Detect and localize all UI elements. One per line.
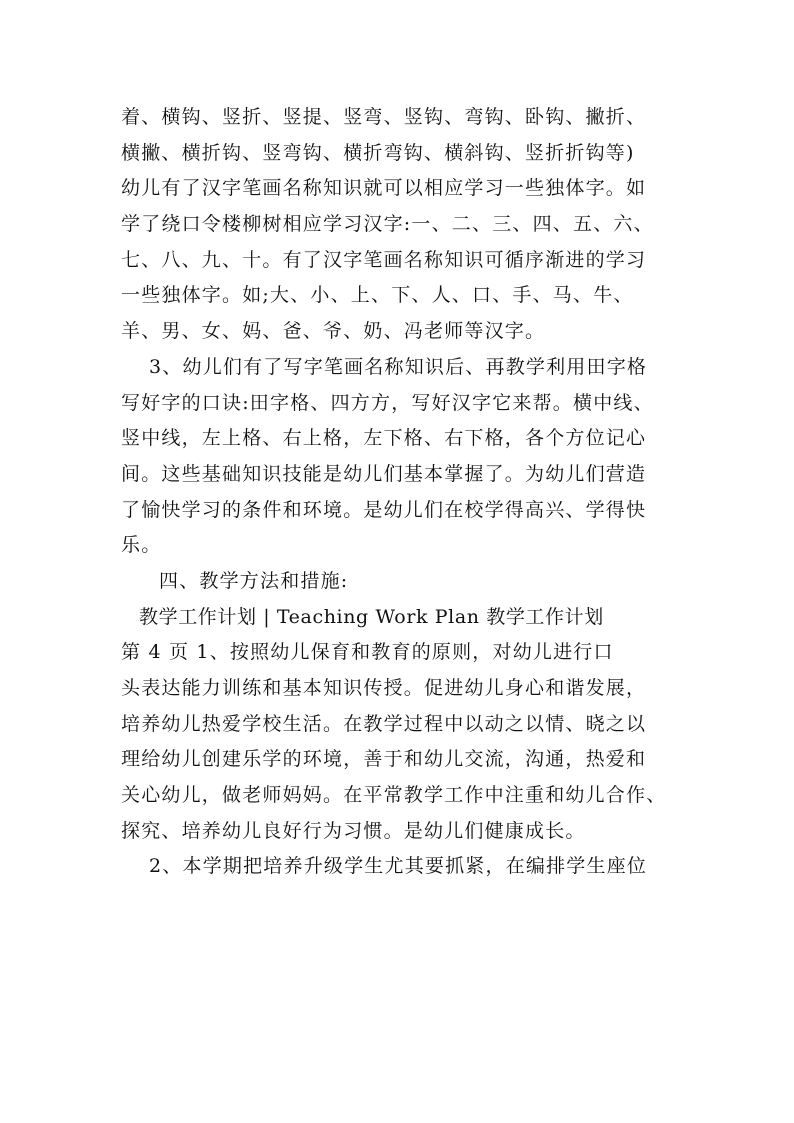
text-line: 七、八、九、十。有了汉字笔画名称知识可循序渐进的学习 — [121, 248, 647, 271]
text-line: 羊、男、女、妈、爸、爷、奶、冯老师等汉字。 — [121, 320, 546, 343]
paragraph-start-line: 2、本学期把培养升级学生尤其要抓紧，在编排学生座位 — [149, 855, 648, 878]
text-line: 一些独体字。如;大、小、上、下、人、口、手、马、牛、 — [121, 284, 634, 307]
paragraph-start-line: 3、幼儿们有了写字笔画名称知识后、再教学利用田字格 — [149, 355, 648, 378]
text-line: 横撇、横折钩、竖弯钩、横折弯钩、横斜钩、竖折折钩等) — [121, 141, 635, 164]
text-line: 着、横钩、竖折、竖提、竖弯、竖钩、弯钩、卧钩、撇折、 — [121, 106, 647, 128]
text-line: 幼儿有了汉字笔画名称知识就可以相应学习一些独体字。如 — [121, 177, 647, 200]
section-heading: 四、教学方法和措施: — [159, 569, 349, 592]
text-line: 竖中线，左上格、右上格，左下格、右下格，各个方位记心 — [121, 427, 647, 450]
text-line: 头表达能力训练和基本知识传授。促进幼儿身心和谐发展， — [121, 677, 647, 699]
text-line: 关心幼儿，做老师妈妈。在平常教学工作中注重和幼儿合作、 — [121, 784, 667, 807]
text-line: 理给幼儿创建乐学的环境，善于和幼儿交流，沟通，热爱和 — [121, 748, 647, 771]
text-line: 乐。 — [121, 534, 162, 557]
text-line: 培养幼儿热爱学校生活。在教学过程中以动之以情、晓之以 — [121, 712, 647, 735]
text-line: 了愉快学习的条件和环境。是幼儿们在校学得高兴、学得快 — [121, 498, 647, 521]
text-line: 间。这些基础知识技能是幼儿们基本掌握了。为幼儿们营造 — [121, 462, 647, 485]
text-line: 写好字的口诀:田字格、四方方，写好汉字它来帮。横中线、 — [121, 391, 654, 414]
page-number-line: 第 4 页 1、按照幼儿保育和教育的原则，对幼儿进行口 — [121, 641, 614, 664]
text-line: 学了绕口令楼柳树相应学习汉字:一、二、三、四、五、六、 — [121, 213, 654, 236]
running-header: 教学工作计划 | Teaching Work Plan 教学工作计划 — [139, 605, 604, 628]
body-text — [121, 100, 681, 885]
text-line: 探究、培养幼儿良好行为习惯。是幼儿们健康成长。 — [121, 819, 586, 842]
